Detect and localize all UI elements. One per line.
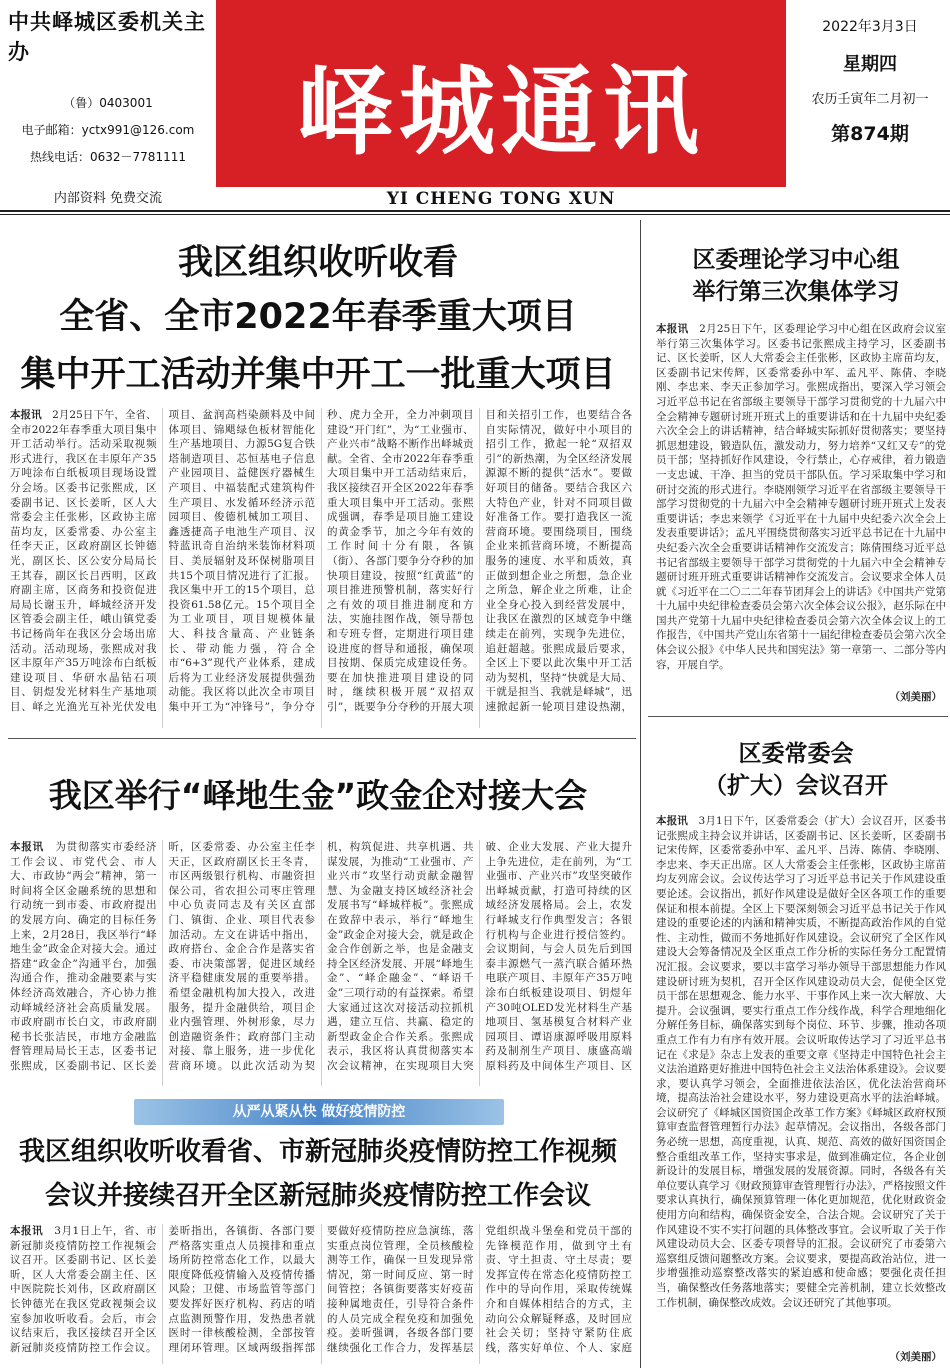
- article-theory-study: [648, 244, 944, 308]
- headline-line-1: 区委常委会: [738, 740, 854, 767]
- headline-line-1: 我区组织收听收看省、市新冠肺炎疫情防控工作视频: [18, 1137, 617, 1167]
- headline-line-2: 会议并接续召开全区新冠肺炎疫情防控工作会议: [44, 1181, 591, 1211]
- lead-tag: 本报讯: [656, 815, 688, 827]
- epidemic-banner: [134, 1099, 504, 1125]
- body-text: 3月1日上午，省、市新冠肺炎疫情防控工作视频会议召开。区委副书记、区长姜昕，区人大常委会副主任、区中医院院长刘伟，区政府副区长钟德光在我区党政视频会议室参加收听收看。会后，市会议结束后，我区接续召开全区新冠肺炎疫情防控工作会议。姜昕指出，各镇街、各部门要严格落实重点人员摸排和重点场所防控常态化工作，以最大限度降低疫情输入及疫情传播风险；卫健、市场监管等部门要发挥好医疗机构、药店的哨点监测预警作用，发热患者就医时一律核酸检测，全部按管理闭环管理。区域两级指挥部要做好疫情防控应急演练，落实重点岗位管理，全员核酸检测等工作，确保一旦发现异常情况，第一时间反应、第一时间管控；各镇街要落实好疫苗接种属地责任，引导符合条件的人员完成全程免疫和加强免疫。姜昕强调，各级各部门要继续强化工作合力，发挥基层党组织战斗堡垒和党员干部的先锋模范作用，做到守土有责、守土担责、守土尽责；要发挥宣传在常态化疫情防控工作中的导向作用，采取传统媒介和自媒体相结合的方式，主动向公众解疑释惑，及时回应社会关切；坚持守紧防住底线，落实好单位、个人、家庭: [10, 1225, 632, 1354]
- sponsor-text: 中共峄城区委机关主办: [8, 10, 206, 64]
- lunar-date: 农历壬寅年二月初一: [811, 92, 929, 107]
- lead-tag: 本报讯: [656, 323, 689, 335]
- weekday: 星期四: [843, 54, 897, 75]
- banner-text: 从严从紧从快 做好疫情防控: [232, 1104, 406, 1120]
- headline-line-1: 我区组织收听收看: [177, 243, 458, 283]
- headline-line-2: 举行第三次集体学习: [692, 278, 900, 305]
- masthead-left: [8, 6, 208, 206]
- divider: [8, 738, 636, 739]
- headline-line-2: 全省、全市2022年春季重大项目: [59, 297, 577, 337]
- headline-line-1: 区委理论学习中心组: [692, 246, 900, 273]
- registration-number: （鲁）0403001: [63, 96, 153, 110]
- lead-tag: 本报讯: [10, 841, 44, 853]
- headline-line-2: （扩大）会议召开: [704, 772, 888, 799]
- article-body: [10, 408, 632, 728]
- body-text: 2月25日下午，全省、全市2022年春季重大项目集中开工活动举行。活动采取视频形式进行，我区在丰原年产35万吨涂布白纸板项目现场设置分会场。区委书记张熙成，区委副书记、区长姜昕，区人大常委会主任张彬，区政协主席苗均友，区委常委、办公室主任李天正，区政府副区长钟德光，副区长、区公安分局局长王其春，副区长吕西明，区政府副主席，区商务和投资促进局局长谢玉升，峄城经济开发区管委会副主任，峨山镇党委书记杨尚年在我区分会场出席活动。活动现场，张熙成对我区丰原年产35万吨涂布白纸板建设项目、华研水晶钻石项目、钥煜发光材料生产基地项目、峄之光渔光互补光伏发电项目、盆润高档染颜料及中间体项目、锦飓绿色板材智能化生产基地项目、力源5G复合铁塔制造项目、芯恒基电子信息产业园项目、益健医疗器械生产项目、中福装配式建筑构件生产项目、水发循环经济示范园项目、俊德机械加工项目、鑫透捷高子电池生产项目、汉特蓝讯奇自治纳米装饰材料项目、美辰辐射及环保树脂项目共15个项目情况进行了汇报。我区集中开工的15个项目，总投资61.58亿元。15个项目全为工业项目，项目规模体量大、科技含量高、产业链条长、带动能力强，符合全市“6+3”现代产业体系，建成后将为工业经济发展提供强劲动能。我区将以此次全市项目集中开工为“冲锋号”，争分夺秒、虎力全开，全力冲刺项目建设“开门红”，为“工业强市、产业兴市”战略不断作出峄城贡献。全省、全市2022年春季重大项目集中开工活动结束后，我区接续召开全区2022年春季重大项目集中开工活动。张熙成强调，春季是项目施工建设的黄金季节，加之今年有效的工作时间十分有限，各镇（街）、各部门要争分夺秒的加快项目建设，按照“红黄蓝”的项目推进预警机制，落实好行之有效的项目推进制度和方法，实施挂图作战，领导帮包和专班专督，定期进行项目建设进度的督导和通报，确保项目按期、保质完成建设任务。要在加快推进项目建设的同时，继续积极开展“双招双引”，既要争分夺秒的开展大项目和关招引工作，也要结合各自实际情况，做好中小项目的招引工作，掀起一轮“双招双引”的新热潮，为全区经济发展源源不断的提供“活水”。要做好项目的储备。要结合我区六大特色产业，针对不同项目做好准备工作。要打造我区一流营商环境。要围绕项目，围绕企业来抓营商环境，不断提高服务的速度、水平和质效，真正做到想企业之所想，急企业之所急，解企业之所难，让企业全身心投入到经营发展中，让我区在激烈的区域竞争中继续走在前列，实现争先进位，追赶超越。张熙成最后要求，全区上下要以此次集中开工活动为契机，坚持“快就是大局、干就是担当、我就是峄城”，迅速掀起新一轮项目建设热潮，: [10, 409, 632, 713]
- masthead-rule: [0, 210, 950, 212]
- column-divider: [640, 220, 641, 1368]
- phone-line: 热线电话：0632－7781111: [30, 150, 186, 164]
- divider: [648, 716, 948, 717]
- newspaper-title: 峄城通讯: [297, 55, 705, 168]
- issue-date: 2022年3月3日: [822, 19, 918, 35]
- issue-number: 第874期: [831, 123, 909, 145]
- headline-line-3: 集中开工活动并集中开工一批重大项目: [20, 355, 616, 395]
- body-text: 为贯彻落实市委经济工作会议、市党代会、市人大、市政协“两会”精神，第一时间将全区金融系统的思想和行动统一到市委、市政府提出的发展方向、确定的目标任务上来，2月28日，我区举行“峄地生金”政金企对接大会。通过搭建“政金企”沟通平台，加强沟通合作，推动金融要素与实体经济高效融合，齐心协力推动峄城经济社会高质量发展。市政府副市长白文，市政府副秘书长张洁民，市地方金融监督管理局局长王志，区委书记张熙成，区委副书记、区长姜昕，区委常委、办公室主任李天正，区政府副区长王冬青，市区两级银行机构、市融资担保公司，省农担公司枣庄管理中心负责同志及有关区直部门、镇街、企业、项目代表参加活动。左文在讲话中指出，政府搭台、金企合作是落实省委、市决策部署，促进区域经济平稳健康发展的重要举措。希望金融机构加大投入，改进服务，提升金融供给，项目企业内强管理、外树形象，尽力创造融资条件；政府部门主动对接、靠上服务，进一步优化营商环境。以此次活动为契机，构筑促进、共享机遇、共谋发展，为推动“工业强市、产业兴市”攻坚行动贡献金融智慧、为金融支持区域经济社会发展书写“峄城样板”。张熙成在致辞中表示，举行“峄地生金”政金企对接大会，就是政企金合作创新之举，也是金融支持全区经济发展、开展“峄地生金”、“峄企融金”、“峄语千金”三项行动的有益探索。希望大家通过这次对接活动拉抓机遇，建立互信、共赢、稳定的新型政金企合作关系。张熙成表示，我区将认真贯彻落实本次会议精神，在实现项目大突破、企业大发展、产业大提升上争先进位，走在前列，为“工业强市、产业兴市”攻坚突破作出峄城贡献，打造可持续的区域经济发展格局。会上，农发行峄城支行作典型发言；各银行机构与企业进行授信签约。会议期间，与会人员先后到国泰丰源燃气一蒸汽联合循环热电联产项目、丰原年产35万吨涂布白纸板建设项目、钥煜年产30吨OLED发光材料生产基地项目、氢基模复合材料产业园项目、谭语康源呼吸用原料药及制剂生产项目、康盛高端原料药及中间体生产项目、区: [10, 841, 632, 1072]
- masthead-title-box: [216, 0, 786, 187]
- byline: （刘美丽）: [656, 1350, 942, 1365]
- body-text: 2月25日下午，区委理论学习中心组在区政府会议室举行第三次集体学习。区委书记张熙成主持学习，区委副书记、区长姜昕，区人大常委会主任张彬，区政协主席苗均友，区委副书记宋传辉，区委常委孙中军、孟凡平、陈倩、李晓刚、李忠来、李天正参加学习。张熙成指出，要深入学习领会习近平总书记在省部级主要领导干部学习贯彻党的十九届六中全会精神专题研讨班开班式上的重要讲话和在十九届中央纪委六次全会上的讲话精神，结合峄城实际抓好贯彻落实；要坚持抓思想建设，锻造队伍，激发动力，努力培养“又红又专”的党员干部；坚持抓好作风建设，令行禁止，心存戒律，着力锻造一支忠诚、干净、担当的党员干部队伍。学习采取集中学习和研讨交流的形式进行。李晓刚领学习近平在省部级主要领导干部学习贯彻党的十九届六中全会精神专题研讨班开班式上发表重要讲话；李忠来领学《习近平在十九届中央纪委六次全会上发表重要讲话》；孟凡平围绕贯彻落实习近平总书记在十九届中央纪委六次全会重要讲话精神作交流发言；陈倩围绕习近平总书记省部级主要领导干部学习贯彻党的十九届六中全会精神专题研讨班开班式重要讲话精神作交流发言。会议要求全体人员就《习近平在二〇二二年春节团拜会上的讲话》《中国共产党第十九届中央纪律检查委员会第六次全体会议公报》，赵乐际在中国共产党第十九届中央纪律检查委员会第六次全体会议上的工作报告，《中国共产党山东省第十一届纪律检查委员会第六次全体会议公报》《中华人民共和国宪法》第一章第一、二部分等内容，开展自学。: [656, 323, 946, 671]
- masthead-right: [796, 16, 944, 158]
- article-project-launch: [0, 238, 636, 404]
- email-line: 电子邮箱：yctx991@126.com: [21, 123, 195, 137]
- byline: （刘美丽）: [656, 690, 942, 705]
- body-text: 3月1日下午，区委常委会（扩大）会议召开，区委书记张熙成主持会议并讲话，区委副书记、区长姜昕，区委副书记宋传辉，区委常委孙中军、孟凡平、吕涛、陈倩、李晓刚、李忠来、李天正出席。区人大常委会主任张彬，区政协主席苗均友列席会议。会议传达学习了习近平总书记关于作风建设重要论述。会议指出，抓好作风建设是做好全区各项工作的重要保证和根本前提。全区上下要深刻领会习近平总书记关于作风建设的重要论述的内涵和精神实质，不断提高政治作风的自觉性、主动性，做而不务地抓好作风建设。会议研究了全区作风建设大会筹备情况及全区重点工作分析的实际任务分工配置情况汇报。会议要求，要以丰富学习举办领导干部思想能力作风建设研讨班为契机，召开全区作风建设动员大会，促使全区党员干部在思想观念、能力水平、干事作风上来一次大解放、大提升。会议强调，要实行重点工作分线作战，科学合理地细化分解任务目标，确保落实到每个岗位、环节、步骤，推动各项重点工作有力有序有效开展。会议听取传达学习了习近平总书记在《求是》杂志上发表的重要文章《坚持走中国特色社会主义法治道路更好推进中国特色社会主义法治体系建设》。会议要求，要认真学习领会，全面推进依法治区，优化法治营商环境，提高法治社会建设水平，努力建设更高水平的法治峄城。会议研究了《峄城区国资国企改革工作方案》《峄城区政府权预算审查监督管理暂行办法》起草情况。会议指出，各级各部门务必统一思想，高度重视，认真、规范、高效的做好国资国企整合重组改革工作，坚持实事求是，做到准确定位，各企业创新设计的发展目标，增强发展的发展资源。同时，各级各有关单位要认真学习《财政预算审查管理暂行办法》，严格按照文件要求认真执行，确保预算管理一体化更加规范，优化财政资金使用方向和结构，确保资金安全，合法合规。会议研究了关于作风建设不实不实打问题的具体整改事宜。会议听取了关于作风建设动员大会、区委专项督导的汇报。会议研究了市委第六巡察组反馈问题整改方案。会议要求，要提高政治站位，进一步增强推动巡察整改落实的紧迫感和使命感；要强化责任担当，确保整改任务落地落实；要健全完善机制，建立长效整改工作机制，确保整改成效。会议还研究了其他事项。: [656, 815, 946, 1309]
- article-body: [10, 1224, 632, 1364]
- lead-tag: 本报讯: [10, 1225, 44, 1237]
- internal-note: 内部资料 免费交流: [53, 191, 163, 206]
- article-body: [10, 840, 632, 1086]
- article-body: [656, 814, 946, 1350]
- lead-tag: 本报讯: [10, 409, 42, 421]
- article-standing-committee: [648, 738, 944, 802]
- article-epidemic-meeting: [0, 1130, 636, 1218]
- masthead-rule-thin: [0, 214, 950, 215]
- article-body: [656, 322, 946, 706]
- title-pinyin: YI CHENG TONG XUN: [386, 189, 616, 209]
- headline: 我区举行“峄地生金”政金企对接大会: [48, 776, 588, 815]
